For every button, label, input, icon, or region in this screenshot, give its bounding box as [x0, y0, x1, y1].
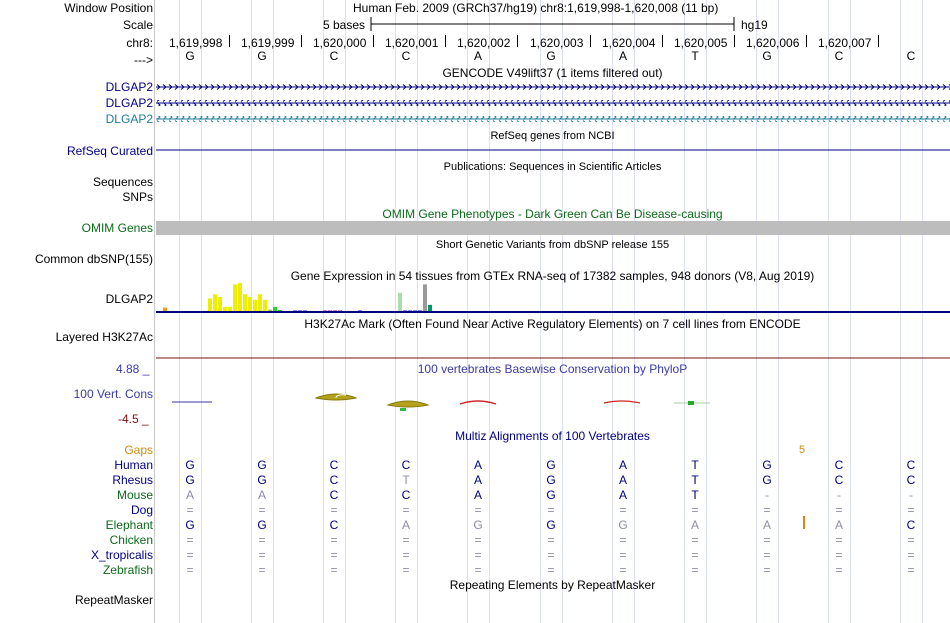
species-label[interactable]: Chicken: [109, 533, 153, 547]
alignment-base: =: [835, 503, 843, 517]
phylop-track-title: 100 vertebrates Basewise Conservation by PhyloP: [417, 362, 688, 376]
scale-text: 5 bases: [323, 18, 366, 32]
alignment-base: A: [401, 518, 410, 532]
alignment-base: C: [834, 473, 844, 487]
alignment-base: =: [619, 533, 627, 547]
alignment-base: =: [474, 503, 482, 517]
scale-label: Scale: [122, 18, 153, 32]
alignment-base: T: [402, 473, 410, 487]
alignment-base: C: [906, 458, 916, 472]
dna-base: C: [401, 49, 411, 63]
dna-base: G: [185, 49, 195, 63]
alignment-base: G: [762, 473, 772, 487]
alignment-base: =: [547, 563, 555, 577]
alignment-base: -: [909, 488, 913, 502]
alignment-base: =: [330, 548, 338, 562]
alignment-base: G: [546, 488, 556, 502]
alignment-base: =: [258, 503, 266, 517]
alignment-base: =: [907, 563, 915, 577]
alignment-base: =: [402, 548, 410, 562]
species-label[interactable]: Dog: [130, 503, 153, 517]
alignment-base: T: [691, 488, 699, 502]
alignment-base: =: [258, 563, 266, 577]
alignment-base: G: [185, 518, 195, 532]
alignment-base: =: [402, 563, 410, 577]
alignment-base: C: [329, 473, 339, 487]
ruler-coordinate: 1,620,003: [530, 36, 584, 50]
alignment-base: =: [691, 548, 699, 562]
alignment-base: C: [401, 458, 411, 472]
publications-track-title: Publications: Sequences in Scientific Articles: [443, 161, 662, 173]
gaps-label[interactable]: Gaps: [124, 443, 153, 457]
alignment-base: =: [691, 533, 699, 547]
alignment-base: =: [619, 503, 627, 517]
alignment-base: A: [618, 458, 627, 472]
dbsnp-track-title: Short Genetic Variants from dbSNP release 155: [435, 239, 670, 251]
alignment-base: C: [401, 488, 411, 502]
ruler-coordinate: 1,620,005: [674, 36, 728, 50]
gtex-gene-label[interactable]: DLGAP2: [105, 292, 153, 306]
alignment-base: A: [473, 473, 482, 487]
alignment-base: =: [547, 548, 555, 562]
sequences-label[interactable]: Sequences: [92, 175, 153, 189]
alignment-base: T: [691, 473, 699, 487]
refseq-curated-label[interactable]: RefSeq Curated: [66, 144, 153, 158]
dna-base: C: [906, 49, 916, 63]
ruler-coordinate: 1,620,002: [457, 36, 511, 50]
alignment-base: =: [907, 533, 915, 547]
ruler-coordinate: 1,620,001: [385, 36, 439, 50]
gencode-gene-label[interactable]: DLGAP2: [105, 80, 153, 94]
dna-base: G: [546, 49, 556, 63]
species-label[interactable]: Elephant: [105, 518, 153, 532]
alignment-base: =: [763, 503, 771, 517]
alignment-base: =: [258, 548, 266, 562]
alignment-base: G: [546, 473, 556, 487]
gap-marker: [803, 516, 805, 529]
alignment-base: =: [619, 563, 627, 577]
alignment-base: A: [473, 458, 482, 472]
alignment-base: G: [257, 458, 267, 472]
alignment-base: =: [907, 548, 915, 562]
alignment-base: A: [690, 518, 699, 532]
species-label[interactable]: Rhesus: [112, 473, 153, 487]
alignment-base: =: [474, 548, 482, 562]
dna-base: G: [257, 49, 267, 63]
alignment-base: =: [186, 533, 194, 547]
alignment-base: =: [619, 548, 627, 562]
ruler-coordinate: 1,620,004: [602, 36, 656, 50]
alignment-base: A: [473, 488, 482, 502]
alignment-base: C: [906, 518, 916, 532]
h3k27ac-label[interactable]: Layered H3K27Ac: [55, 330, 153, 344]
alignment-base: C: [834, 458, 844, 472]
alignment-base: G: [185, 473, 195, 487]
refseq-track-title: RefSeq genes from NCBI: [490, 130, 615, 142]
gaps-count: 5: [799, 444, 806, 456]
dna-base: G: [762, 49, 772, 63]
multiz-track-title: Multiz Alignments of 100 Vertebrates: [455, 429, 650, 443]
repeatmasker-label[interactable]: RepeatMasker: [74, 593, 153, 607]
alignment-base: A: [257, 488, 266, 502]
alignment-base: C: [906, 473, 916, 487]
alignment-base: =: [835, 563, 843, 577]
dna-base: A: [473, 49, 482, 63]
repeatmasker-track-title: Repeating Elements by RepeatMasker: [449, 578, 656, 592]
alignment-base: =: [186, 548, 194, 562]
ruler-coordinate: 1,620,006: [746, 36, 800, 50]
alignment-base: =: [474, 563, 482, 577]
alignment-base: A: [618, 488, 627, 502]
alignment-base: =: [330, 503, 338, 517]
dbsnp-label[interactable]: Common dbSNP(155): [34, 252, 153, 266]
gencode-track-title: GENCODE V49lift37 (1 items filtered out): [442, 66, 663, 80]
alignment-base: T: [691, 458, 699, 472]
dna-base: A: [618, 49, 627, 63]
species-label[interactable]: X_tropicalis: [90, 548, 153, 562]
species-label[interactable]: Human: [114, 458, 153, 472]
alignment-base: G: [257, 518, 267, 532]
alignment-base: G: [185, 458, 195, 472]
alignment-base: A: [834, 518, 843, 532]
alignment-base: =: [763, 563, 771, 577]
species-label[interactable]: Mouse: [116, 488, 153, 502]
alignment-base: =: [547, 503, 555, 517]
alignment-base: A: [618, 473, 627, 487]
chrom-label: chr8:: [126, 36, 153, 50]
phylop-ymax: 4.88 _: [116, 362, 150, 376]
strand-label: --->: [134, 53, 153, 67]
alignment-base: =: [547, 533, 555, 547]
window-position-label: Window Position: [64, 1, 153, 15]
alignment-base: C: [329, 488, 339, 502]
alignment-base: =: [402, 533, 410, 547]
dna-base: C: [834, 49, 844, 63]
alignment-base: =: [258, 533, 266, 547]
assembly-label: hg19: [741, 18, 768, 32]
alignment-base: =: [763, 533, 771, 547]
phylop-ymin: -4.5 _: [118, 412, 149, 426]
omim-track-title: OMIM Gene Phenotypes - Dark Green Can Be Disease-causing: [382, 207, 723, 221]
alignment-base: A: [185, 488, 194, 502]
alignment-base: -: [837, 488, 841, 502]
ruler-coordinate: 1,620,000: [313, 36, 367, 50]
ruler-coordinate: 1,620,007: [818, 36, 872, 50]
alignment-base: G: [546, 518, 556, 532]
alignment-base: =: [186, 563, 194, 577]
alignment-base: =: [907, 503, 915, 517]
position-text: Human Feb. 2009 (GRCh37/hg19) chr8:1,619,998-1,620,008 (11 bp): [353, 1, 719, 15]
species-label[interactable]: Zebrafish: [102, 563, 153, 577]
gencode-gene-label[interactable]: DLGAP2: [105, 112, 153, 126]
ruler-coordinate: 1,619,998: [169, 36, 223, 50]
alignment-base: =: [186, 503, 194, 517]
alignment-base: =: [691, 503, 699, 517]
alignment-base: G: [762, 458, 772, 472]
alignment-base: =: [835, 533, 843, 547]
alignment-base: A: [762, 518, 771, 532]
dna-base: T: [691, 49, 699, 63]
dna-base: C: [329, 49, 339, 63]
alignment-base: =: [835, 548, 843, 562]
alignment-base: G: [618, 518, 628, 532]
phylop-label[interactable]: 100 Vert. Cons: [73, 387, 153, 401]
alignment-base: G: [257, 473, 267, 487]
alignment-base: =: [330, 533, 338, 547]
h3k27ac-track-title: H3K27Ac Mark (Often Found Near Active Regulatory Elements) on 7 cell lines from ENCODE: [304, 317, 801, 331]
omim-genes-label[interactable]: OMIM Genes: [81, 221, 153, 235]
alignment-base: -: [765, 488, 769, 502]
alignment-base: C: [329, 518, 339, 532]
alignment-base: =: [691, 563, 699, 577]
alignment-base: =: [474, 533, 482, 547]
ruler-coordinate: 1,619,999: [241, 36, 295, 50]
gencode-gene-label[interactable]: DLGAP2: [105, 96, 153, 110]
alignment-base: G: [473, 518, 483, 532]
alignment-base: =: [330, 563, 338, 577]
alignment-base: =: [402, 503, 410, 517]
alignment-base: C: [329, 458, 339, 472]
alignment-base: G: [546, 458, 556, 472]
snps-label[interactable]: SNPs: [122, 190, 153, 204]
alignment-base: =: [763, 548, 771, 562]
gtex-track-title: Gene Expression in 54 tissues from GTEx RNA-seq of 17382 samples, 948 donors (V8, Aug 2019): [290, 269, 815, 283]
